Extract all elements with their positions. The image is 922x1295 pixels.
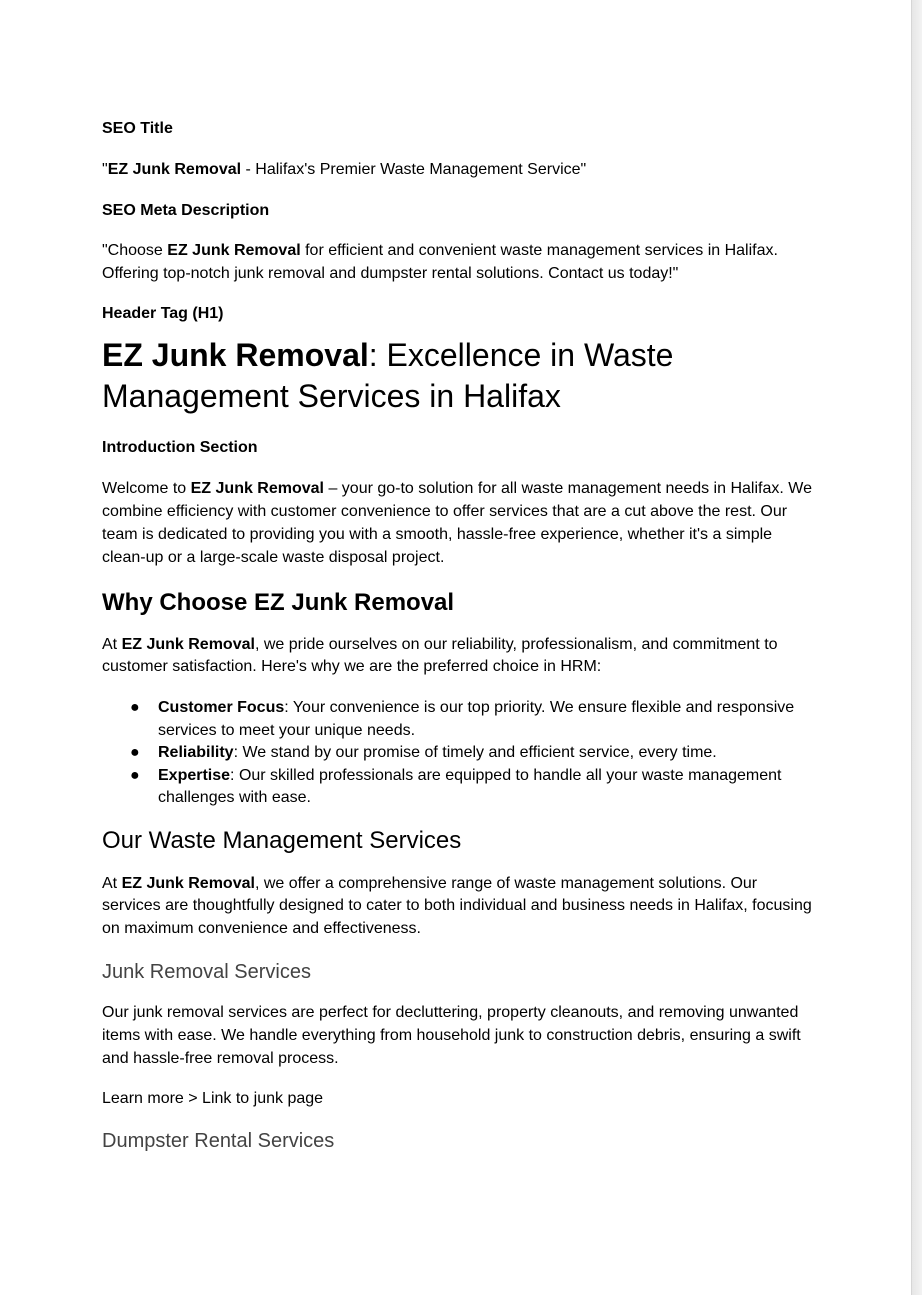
services-before: At <box>102 874 122 892</box>
seo-title-rest: - Halifax's Premier Waste Management Service" <box>241 161 587 178</box>
list-item-text: : We stand by our promise of timely and efficient service, every time. <box>233 744 717 762</box>
why-choose-after: , we pride ourselves on our reliability, professionalism, and commitment to customer satisfaction. Here's why we are the preferred choice in HRM: <box>102 635 778 676</box>
introduction-before: Welcome to <box>102 480 191 498</box>
services-brand: EZ Junk Removal <box>121 874 255 892</box>
why-choose-heading: Why Choose EZ Junk Removal <box>102 588 455 616</box>
list-item <box>102 765 812 810</box>
document-body <box>102 118 812 1154</box>
page-h1 <box>102 335 812 417</box>
introduction-text <box>102 478 812 569</box>
list-item <box>102 742 812 765</box>
services-heading: Our Waste Management Services <box>102 826 462 854</box>
seo-meta-brand: EZ Junk Removal <box>167 241 301 259</box>
seo-title-brand: EZ Junk Removal <box>107 161 242 178</box>
why-choose-text <box>102 634 812 680</box>
introduction-brand: EZ Junk Removal <box>190 480 324 498</box>
seo-meta-before: "Choose <box>102 241 168 259</box>
junk-removal-heading: Junk Removal Services <box>102 961 311 984</box>
header-tag-label: Header Tag (H1) <box>102 305 224 323</box>
page-edge <box>911 0 922 1295</box>
seo-title-label: SEO Title <box>102 120 173 137</box>
services-after: , we offer a comprehensive range of waste management solutions. Our services are thoughtfully designed to cater to both individual and business needs in Halifax, focusing on maximum convenience and effectiveness. <box>102 874 812 938</box>
list-item-term: Reliability <box>158 744 234 762</box>
dumpster-rental-heading: Dumpster Rental Services <box>102 1130 335 1153</box>
bullet-icon: ● <box>130 699 140 717</box>
why-choose-list <box>102 697 812 810</box>
learn-more-link[interactable]: Learn more > Link to junk page <box>102 1090 324 1108</box>
seo-title-open-quote: " <box>102 161 108 178</box>
list-item <box>102 697 812 742</box>
bullet-icon: ● <box>130 744 140 762</box>
introduction-label: Introduction Section <box>102 439 258 457</box>
list-item-text: : Your convenience is our top priority. We ensure flexible and responsive services to meet your unique needs. <box>158 699 795 739</box>
seo-title-text <box>102 159 812 182</box>
services-text <box>102 873 812 941</box>
why-choose-before: At <box>102 635 122 653</box>
junk-removal-text: Our junk removal services are perfect for decluttering, property cleanouts, and removing unwanted items with ease. We handle everything from household junk to construction debris, ensuring a swift and hassle-free removal process. <box>102 1004 801 1067</box>
why-choose-brand: EZ Junk Removal <box>121 635 255 653</box>
h1-rest: : Excellence in Waste Management Services in Halifax <box>102 337 674 415</box>
list-item-term: Customer Focus <box>158 699 285 717</box>
h1-brand: EZ Junk Removal <box>102 337 369 374</box>
seo-meta-label: SEO Meta Description <box>102 201 270 219</box>
seo-meta-after: for efficient and convenient waste management services in Halifax. Offering top-notch junk removal and dumpster rental solutions. Contact us today!" <box>102 241 778 282</box>
seo-meta-text <box>102 240 812 286</box>
introduction-after: – your go-to solution for all waste management needs in Halifax. We combine efficiency with customer convenience to offer services that are a cut above the rest. Our team is dedicated to providing you with a smooth, hassle-free experience, whether it's a simple clean-up or a large-scale waste disposal project. <box>102 480 812 566</box>
bullet-icon: ● <box>130 766 140 784</box>
list-item-text: : Our skilled professionals are equipped to handle all your waste management challenges with ease. <box>158 766 782 807</box>
list-item-term: Expertise <box>158 766 231 784</box>
